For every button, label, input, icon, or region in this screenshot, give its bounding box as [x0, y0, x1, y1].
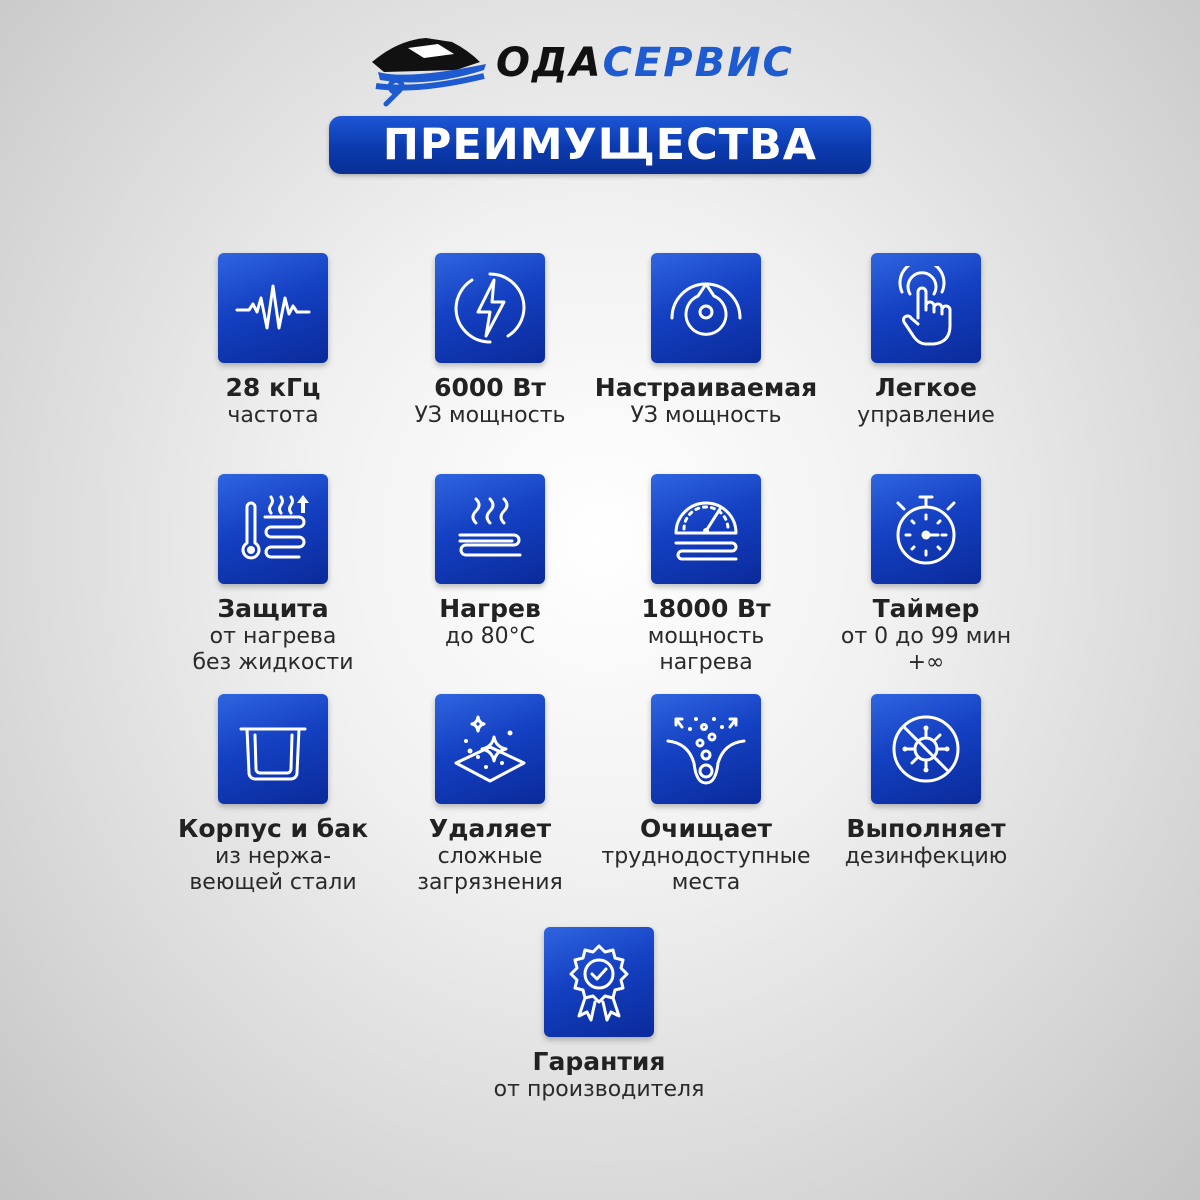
feature-title: Выполняет [846, 814, 1006, 843]
feature-desc: загрязнения [417, 870, 563, 895]
feature-title: 18000 Вт [641, 594, 771, 623]
feature-heating [370, 474, 610, 650]
sparkle-surface-icon [448, 707, 532, 791]
feature-desc: до 80°С [444, 624, 536, 649]
feature-desc: от нагрева [209, 624, 337, 649]
feature-title: Таймер [872, 594, 980, 623]
feature-tile [651, 474, 761, 584]
feature-desc: УЗ мощность [414, 403, 566, 428]
feature-adjustable-power [586, 253, 826, 429]
feature-desc: веющей стали [189, 870, 357, 895]
feature-title: Легкое [875, 373, 977, 402]
no-virus-icon [884, 707, 968, 791]
feature-tile [435, 253, 545, 363]
feature-tile [218, 253, 328, 363]
feature-title: Гарантия [532, 1047, 666, 1076]
feature-desc: УЗ мощность [630, 403, 782, 428]
feature-removes-dirt [370, 694, 610, 896]
feature-tile [218, 694, 328, 804]
lightning-bolt-icon [448, 266, 532, 350]
feature-desc: от производителя [493, 1077, 705, 1102]
feature-title: Нагрев [439, 594, 541, 623]
feature-tile [435, 474, 545, 584]
feature-desc: от 0 до 99 мин [840, 624, 1012, 649]
feature-desc: без жидкости [192, 650, 354, 675]
feature-tile [651, 253, 761, 363]
feature-dry-protection [153, 474, 393, 676]
thermometer-heating-icon [231, 487, 315, 571]
brand-name [496, 38, 794, 88]
feature-disinfection [806, 694, 1046, 870]
feature-timer [806, 474, 1046, 676]
speedometer-icon [664, 487, 748, 571]
feature-title: Настраиваемая [594, 373, 818, 402]
feature-tile [218, 474, 328, 584]
feature-tile [544, 927, 654, 1037]
feature-title: 28 кГц [225, 373, 321, 402]
feature-warranty [479, 927, 719, 1103]
feature-desc: мощность [647, 624, 765, 649]
feature-desc: труднодоступные [601, 844, 811, 869]
pulse-wave-icon [231, 266, 315, 350]
feature-title: Очищает [640, 814, 772, 843]
feature-title: Удаляет [428, 814, 552, 843]
feature-easy-control [806, 253, 1046, 429]
feature-tile [435, 694, 545, 804]
brand-part2: СЕРВИС [602, 40, 794, 86]
feature-ultrasonic-power [370, 253, 610, 429]
feature-desc: частота [227, 403, 319, 428]
feature-desc: дезинфекцию [844, 844, 1008, 869]
feature-title: Корпус и бак [177, 814, 369, 843]
touch-hand-icon [884, 266, 968, 350]
feature-hard-to-reach [586, 694, 826, 896]
advantages-banner: ПРЕИМУЩЕСТВА [329, 116, 871, 174]
bubbles-cleaning-icon [664, 707, 748, 791]
stopwatch-icon [884, 487, 968, 571]
brand-part1: ОДА [496, 40, 603, 86]
feature-desc: места [671, 870, 741, 895]
brand-logo [368, 28, 838, 108]
feature-desc: +∞ [907, 650, 945, 675]
feature-desc: управление [857, 403, 995, 428]
boat-wrench-logo-icon [368, 28, 490, 108]
feature-desc: сложные [437, 844, 543, 869]
feature-tile [871, 474, 981, 584]
feature-stainless-body [153, 694, 393, 896]
steel-tank-icon [231, 707, 315, 791]
feature-frequency [153, 253, 393, 429]
feature-tile [871, 253, 981, 363]
feature-desc: нагрева [659, 650, 753, 675]
adjustment-dial-icon [664, 266, 748, 350]
feature-desc: из нержа- [214, 844, 332, 869]
feature-title: 6000 Вт [434, 373, 546, 402]
feature-title: Защита [217, 594, 329, 623]
feature-tile [871, 694, 981, 804]
warranty-badge-icon [557, 940, 641, 1024]
feature-heating-power [586, 474, 826, 676]
heat-waves-icon [448, 487, 532, 571]
feature-tile [651, 694, 761, 804]
